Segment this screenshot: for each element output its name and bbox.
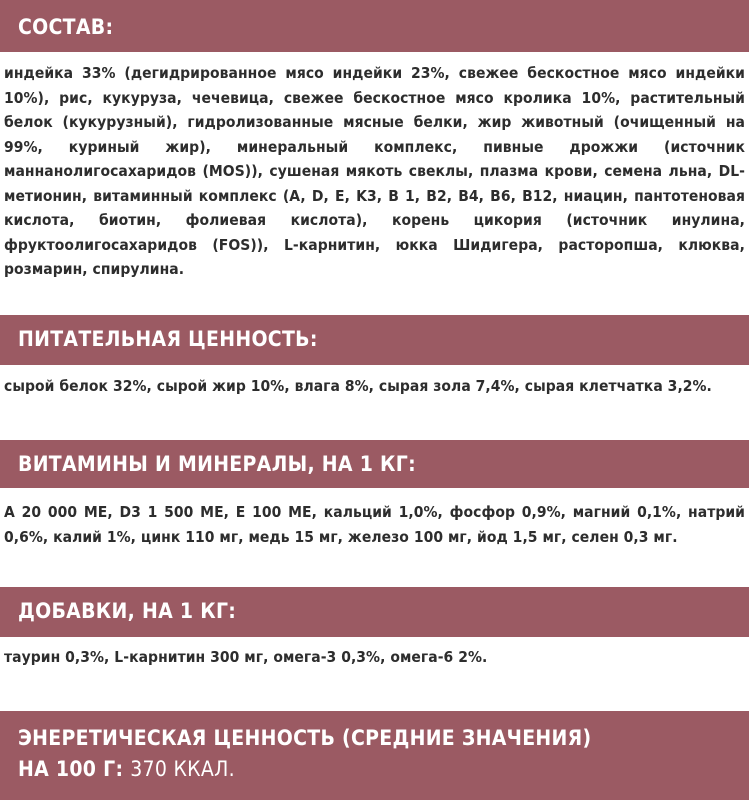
energy-per-label: НА 100 Г:	[18, 757, 124, 781]
additives-text: таурин 0,3%, L-карнитин 300 мг, омега-3 0,3%, омега-6 2%.	[4, 648, 488, 666]
vitamins-header	[0, 440, 749, 488]
vitamins-title: ВИТАМИНЫ И МИНЕРАЛЫ, НА 1 КГ:	[18, 452, 416, 476]
energy-title: ЭНЕРЕТИЧЕСКАЯ ЦЕННОСТЬ (СРЕДНИЕ ЗНАЧЕНИЯ)	[18, 726, 592, 750]
energy-line	[18, 759, 749, 780]
energy-value: 370 ККАЛ.	[130, 757, 235, 781]
nutrition-title: ПИТАТЕЛЬНАЯ ЦЕННОСТЬ:	[18, 327, 318, 351]
composition-header	[0, 0, 749, 52]
composition-text: индейка 33% (дегидрированное мясо индейки 23%, свежее бескостное мясо индейки 10%), рис, кукуруза, чечевица, свежее бескостное мясо кролика 10%, растительный белок (кукурузный), гидролизованные мясные белки, жир животный (очищенный на 99%, куриный жир), минеральный комплекс, пивные дрожжи (источник маннанолигосахаридов (MOS)), сушеная мякоть свеклы, плазма крови, семена льна, DL-метионин, витаминный комплекс (A, D, E, K3, B 1, B2, B4, B6, B12, ниацин, пантотеновая кислота, биотин, фолиевая кислота), корень цикория (источник инулина, фруктоолигосахаридов (FOS)), L-карнитин, юкка Шидигера, расторопша, клюква, розмарин, спирулина.	[4, 64, 745, 278]
nutrition-text: сырой белок 32%, сырой жир 10%, влага 8%, сырая зола 7,4%, сырая клетчатка 3,2%.	[4, 377, 712, 395]
composition-title: СОСТАВ:	[18, 15, 114, 39]
additives-header	[0, 587, 749, 637]
nutrition-header	[0, 315, 749, 365]
additives-title: ДОБАВКИ, НА 1 КГ:	[18, 599, 237, 623]
vitamins-text: A 20 000 МЕ, D3 1 500 МЕ, E 100 МЕ, кальций 1,0%, фосфор 0,9%, магний 0,1%, натрий 0,6%, калий 1%, цинк 110 мг, медь 15 мг, железо 100 мг, йод 1,5 мг, селен 0,3 мг.	[4, 503, 745, 546]
energy-header	[0, 711, 749, 800]
